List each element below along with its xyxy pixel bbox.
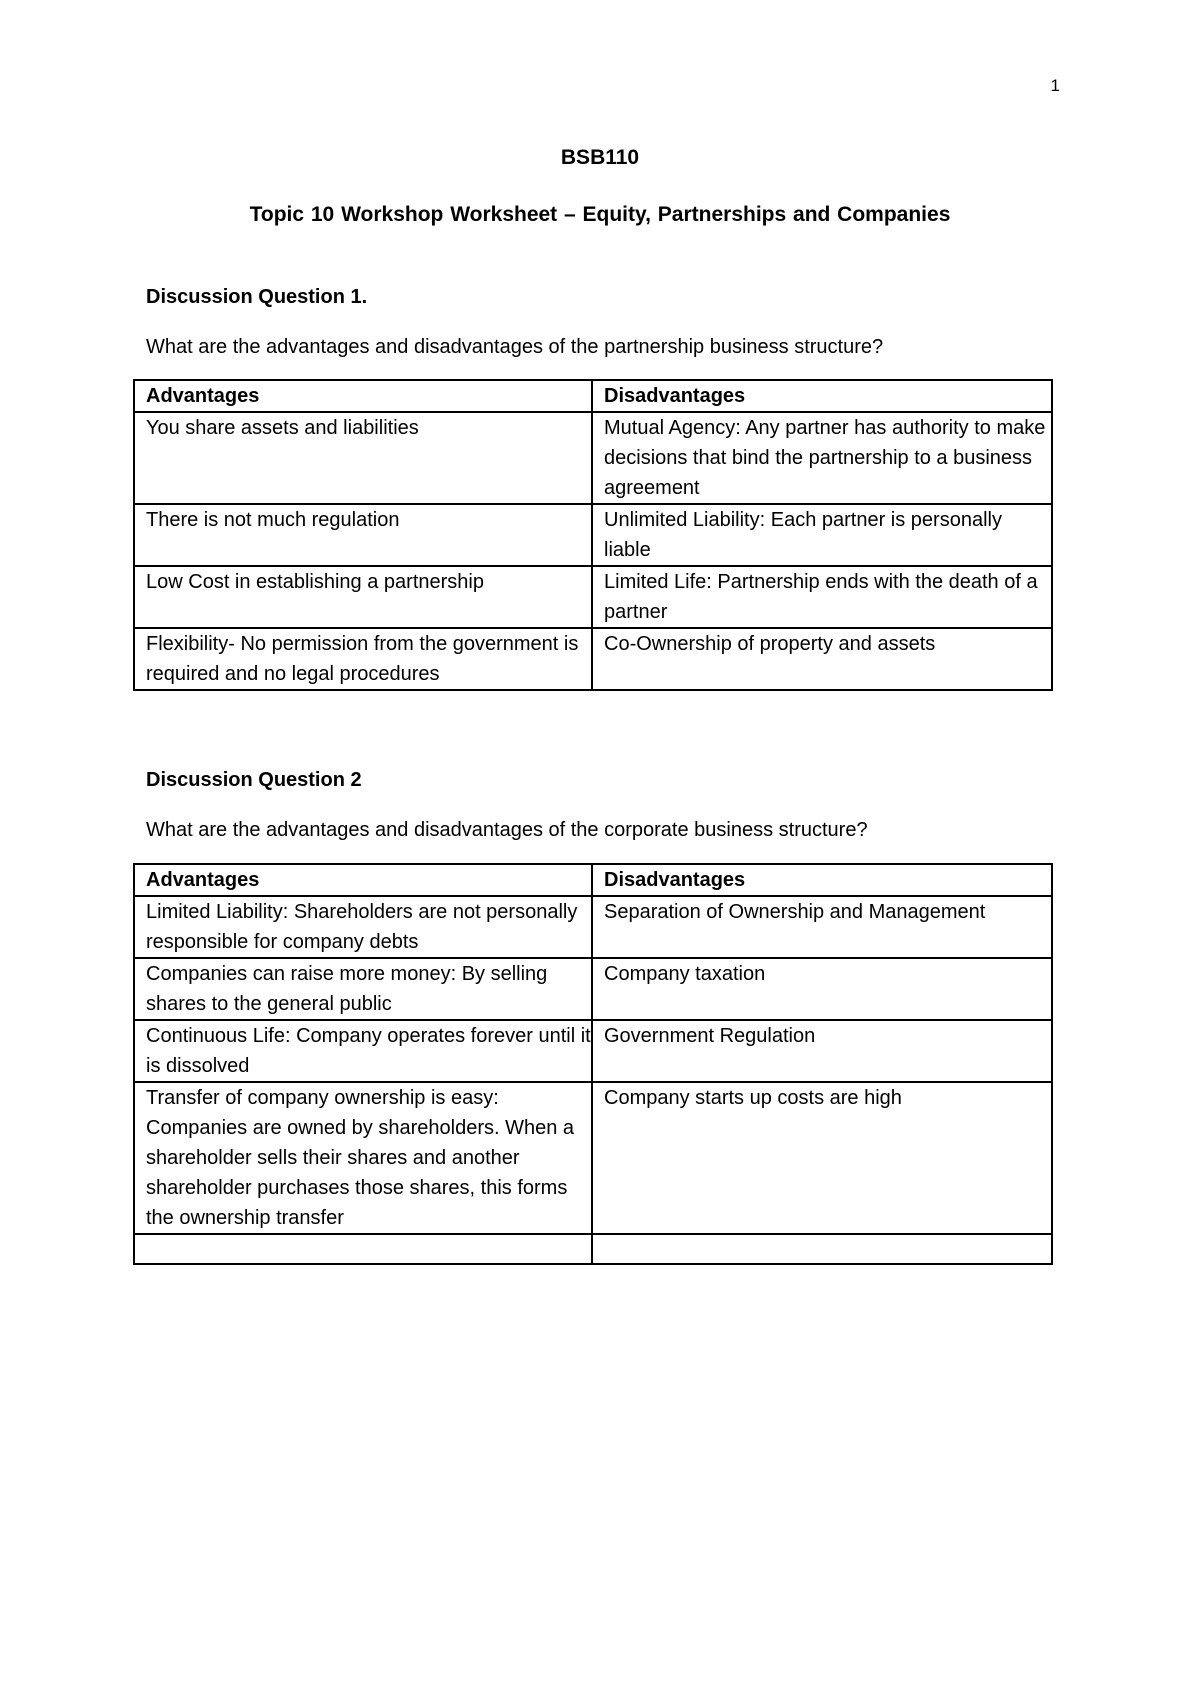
page-title: Topic 10 Workshop Worksheet – Equity, Partnerships and Companies <box>249 203 951 226</box>
partnership-table <box>133 379 1053 691</box>
advantage-cell: There is not much regulation <box>134 504 592 566</box>
disadvantage-cell: Limited Life: Partnership ends with the death of a partner <box>592 566 1052 628</box>
table-row <box>134 1020 1052 1082</box>
header-advantages: Advantages <box>134 864 592 896</box>
question-1-text: What are the advantages and disadvantages of the partnership business structure? <box>146 336 884 358</box>
advantage-cell: Limited Liability: Shareholders are not personally responsible for company debts <box>134 896 592 958</box>
header-disadvantages: Disadvantages <box>592 864 1052 896</box>
table-row <box>134 628 1052 690</box>
advantage-cell <box>134 1234 592 1264</box>
advantage-cell: You share assets and liabilities <box>134 412 592 504</box>
header-advantages: Advantages <box>134 380 592 412</box>
table-row <box>134 896 1052 958</box>
table-row <box>134 1234 1052 1264</box>
disadvantage-cell: Government Regulation <box>592 1020 1052 1082</box>
page-number: 1 <box>1050 76 1060 95</box>
advantage-cell: Companies can raise more money: By selling shares to the general public <box>134 958 592 1020</box>
question-2-text: What are the advantages and disadvantages of the corporate business structure? <box>146 819 868 841</box>
table-header-row <box>134 380 1052 412</box>
advantage-cell: Transfer of company ownership is easy: Companies are owned by shareholders. When a shareholder sells their shares and another shareholder purchases those shares, this forms the ownership transfer <box>134 1082 592 1234</box>
advantage-cell: Continuous Life: Company operates forever until it is dissolved <box>134 1020 592 1082</box>
disadvantage-cell: Company taxation <box>592 958 1052 1020</box>
question-2-heading: Discussion Question 2 <box>146 769 362 791</box>
table-row <box>134 412 1052 504</box>
course-code: BSB110 <box>560 146 640 169</box>
advantage-cell: Flexibility- No permission from the government is required and no legal procedures <box>134 628 592 690</box>
table-row <box>134 1082 1052 1234</box>
advantage-cell: Low Cost in establishing a partnership <box>134 566 592 628</box>
table-row <box>134 504 1052 566</box>
disadvantage-cell: Separation of Ownership and Management <box>592 896 1052 958</box>
disadvantage-cell: Co-Ownership of property and assets <box>592 628 1052 690</box>
header-disadvantages: Disadvantages <box>592 380 1052 412</box>
corporate-table <box>133 863 1053 1265</box>
disadvantage-cell <box>592 1234 1052 1264</box>
table-row <box>134 958 1052 1020</box>
question-1-heading: Discussion Question 1. <box>146 286 368 308</box>
table-header-row <box>134 864 1052 896</box>
disadvantage-cell: Mutual Agency: Any partner has authority to make decisions that bind the partnership to a business agreement <box>592 412 1052 504</box>
table-row <box>134 566 1052 628</box>
disadvantage-cell: Company starts up costs are high <box>592 1082 1052 1234</box>
disadvantage-cell: Unlimited Liability: Each partner is personally liable <box>592 504 1052 566</box>
